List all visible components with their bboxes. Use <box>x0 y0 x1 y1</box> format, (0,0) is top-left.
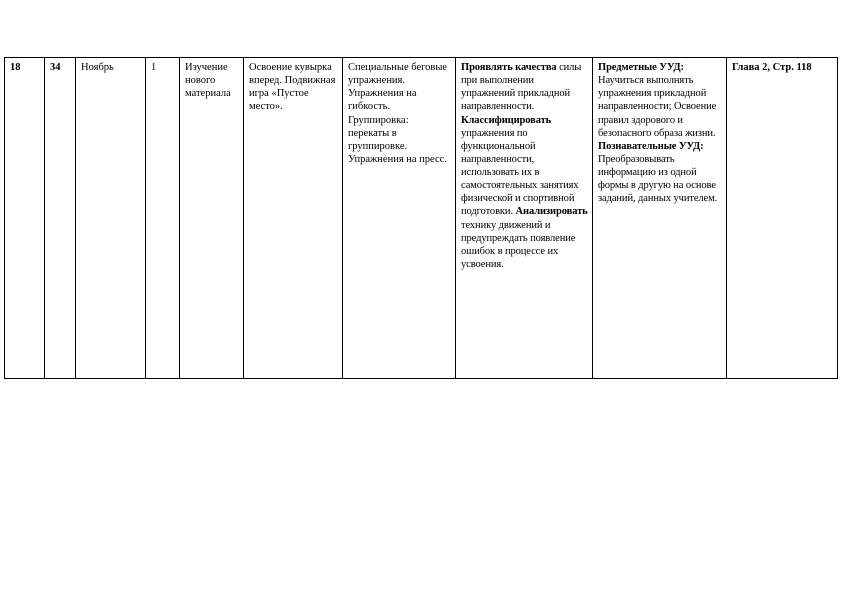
activity-verb: Анализировать <box>515 206 588 218</box>
activity-verb: Классифицировать <box>461 114 552 126</box>
activities-cell <box>456 58 593 379</box>
month: Ноябрь <box>81 62 114 73</box>
exercises-text: Специальные беговые упражнения. Упражнения на гибкость. Группировка: перекаты в группировке. Упражнения на пресс. <box>348 62 448 165</box>
lesson-number: 18 <box>10 62 21 73</box>
hour-number: 34 <box>50 62 61 73</box>
content-cell <box>244 58 343 379</box>
exercises-cell <box>343 58 456 379</box>
uud-cell <box>593 58 727 379</box>
uud-text: Научиться выполнять упражнения прикладной направленности; Освоение правил здорового и безопасного образа жизни. <box>598 75 717 139</box>
lesson-type: Изучение нового материала <box>185 62 231 100</box>
hours-count: 1 <box>151 62 157 73</box>
activity-text: технику движений и предупреждать появление ошибок в процессе их усвоения. <box>461 219 576 270</box>
table-row <box>5 58 838 379</box>
activity-text: силы при выполнении упражнений прикладной направленности. <box>461 62 582 113</box>
uud-title: Предметные УУД: <box>598 62 684 73</box>
hour-number-cell <box>45 58 76 379</box>
textbook-reference: Глава 2, Стр. 118 <box>732 62 812 73</box>
lesson-type-cell <box>180 58 244 379</box>
lesson-number-cell <box>5 58 45 379</box>
uud-text: Преобразовывать информацию из одной формы в другую на основе заданий, данных учителем. <box>598 153 718 205</box>
hours-cell <box>146 58 180 379</box>
activity-text: упражнения по функциональной направленности, использовать их в самостоятельных занятиях физической и спортивной подготовки. <box>461 127 579 218</box>
activity-verb: Проявлять качества <box>461 62 557 73</box>
month-cell <box>76 58 146 379</box>
lesson-plan-table <box>4 57 838 379</box>
lesson-content: Освоение кувырка вперед. Подвижная игра «Пустое место». <box>249 62 336 113</box>
uud-title: Познавательные УУД: <box>598 140 704 152</box>
reference-cell <box>727 58 838 379</box>
